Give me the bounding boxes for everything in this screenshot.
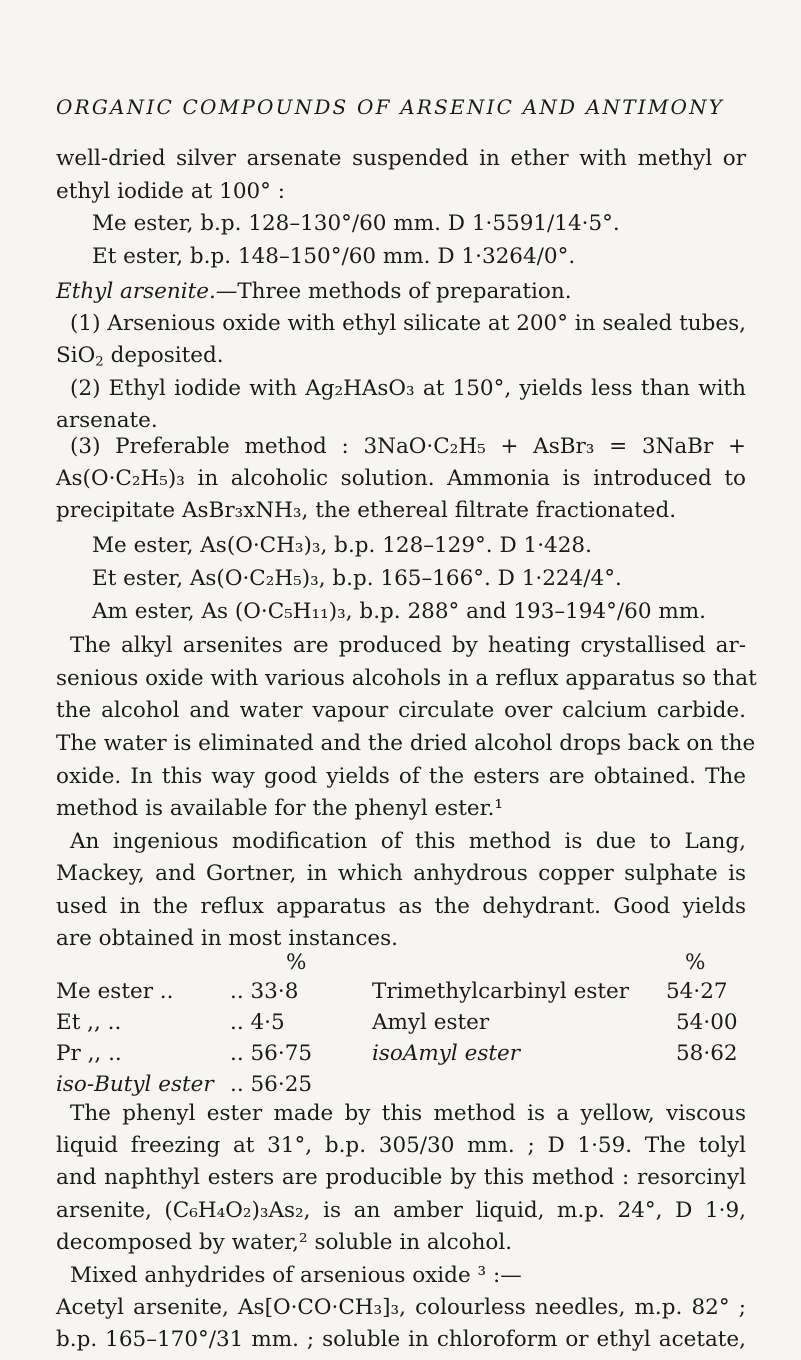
subheading: Ethyl arsenite.: [56, 279, 216, 304]
text-line: (3) Preferable method : 3NaO·C₂H₅ + AsBr₃ = 3NaBr +: [70, 434, 746, 459]
text-line: arsenite, (C₆H₄O₂)₃As₂, is an amber liquid, m.p. 24°, D 1·9,: [56, 1198, 746, 1223]
table-row-value: .. 33·8: [230, 979, 299, 1004]
table-row-name: isoAmyl ester: [372, 1041, 521, 1066]
table-row-name: Trimethylcarbinyl ester: [372, 979, 629, 1004]
table-row-name: Pr ,, ..: [56, 1041, 122, 1066]
text-line: precipitate AsBr₃xNH₃, the ethereal filtrate fractionated.: [56, 498, 677, 523]
text-line: are obtained in most instances.: [56, 926, 398, 951]
table-row-value: 58·62: [676, 1041, 738, 1066]
text-line: As(O·C₂H₅)₃ in alcoholic solution. Ammonia is introduced to: [56, 466, 746, 491]
text-line: Me ester, As(O·CH₃)₃, b.p. 128–129°. D 1·428.: [92, 533, 592, 558]
table-row-value: 54·00: [676, 1010, 738, 1035]
text-line: (2) Ethyl iodide with Ag₂HAsO₃ at 150°, yields less than with: [70, 376, 746, 401]
table-row-name: Amyl ester: [372, 1010, 490, 1035]
text-line: The phenyl ester made by this method is a yellow, viscous: [70, 1101, 746, 1126]
table-row-name: iso-Butyl ester: [56, 1072, 214, 1097]
text-line: Mackey, and Gortner, in which anhydrous copper sulphate is: [56, 861, 746, 886]
text-line: (1) Arsenious oxide with ethyl silicate at 200° in sealed tubes,: [70, 311, 746, 336]
text-line: An ingenious modification of this method is due to Lang,: [70, 829, 746, 854]
text-line: SiO$_2$ deposited.: [56, 343, 224, 370]
running-head: ORGANIC COMPOUNDS OF ARSENIC AND ANTIMONY: [56, 95, 725, 119]
text-line: Ethyl arsenite.—Three methods of preparation.: [56, 279, 572, 304]
text-line: and naphthyl esters are producible by this method : resorcinyl: [56, 1165, 746, 1190]
text-line: Acetyl arsenite, As[O·CO·CH₃]₃, colourless needles, m.p. 82° ;: [56, 1295, 746, 1320]
text-line: Me ester, b.p. 128–130°/60 mm. D 1·5591/14·5°.: [92, 211, 620, 236]
table-row-value: 54·27: [666, 979, 728, 1004]
text-line: The water is eliminated and the dried alcohol drops back on the: [56, 731, 756, 756]
text-line: The alkyl arsenites are produced by heating crystallised ar-: [70, 633, 746, 658]
text-line: liquid freezing at 31°, b.p. 305/30 mm. ; D 1·59. The tolyl: [56, 1133, 746, 1158]
text-line: well-dried silver arsenate suspended in ether with methyl or: [56, 146, 746, 171]
text-line: method is available for the phenyl ester.¹: [56, 796, 504, 821]
table-row-name: Et ,, ..: [56, 1010, 122, 1035]
text-line: arsenate.: [56, 408, 158, 433]
table-row-value: .. 4·5: [230, 1010, 285, 1035]
text-line: decomposed by water,² soluble in alcohol.: [56, 1230, 513, 1255]
text-line: oxide. In this way good yields of the esters are obtained. The: [56, 764, 746, 789]
percent-header-left: %: [286, 950, 307, 975]
table-row-value: .. 56·75: [230, 1041, 313, 1066]
text-line: ethyl iodide at 100° :: [56, 179, 286, 204]
text-line: Mixed anhydrides of arsenious oxide ³ :—: [70, 1263, 522, 1288]
text-line: Et ester, b.p. 148–150°/60 mm. D 1·3264/0°.: [92, 244, 576, 269]
table-row-name: Me ester ..: [56, 979, 174, 1004]
text-line: Am ester, As (O·C₅H₁₁)₃, b.p. 288° and 193–194°/60 mm.: [92, 599, 706, 624]
percent-header-right: %: [685, 950, 706, 975]
text-line: used in the reflux apparatus as the dehydrant. Good yields: [56, 894, 746, 919]
text-line: senious oxide with various alcohols in a reflux apparatus so that: [56, 666, 757, 691]
text-line: b.p. 165–170°/31 mm. ; soluble in chloroform or ethyl acetate,: [56, 1327, 746, 1352]
text-line: Et ester, As(O·C₂H₅)₃, b.p. 165–166°. D 1·224/4°.: [92, 566, 622, 591]
text-line: the alcohol and water vapour circulate over calcium carbide.: [56, 698, 746, 723]
table-row-value: .. 56·25: [230, 1072, 313, 1097]
